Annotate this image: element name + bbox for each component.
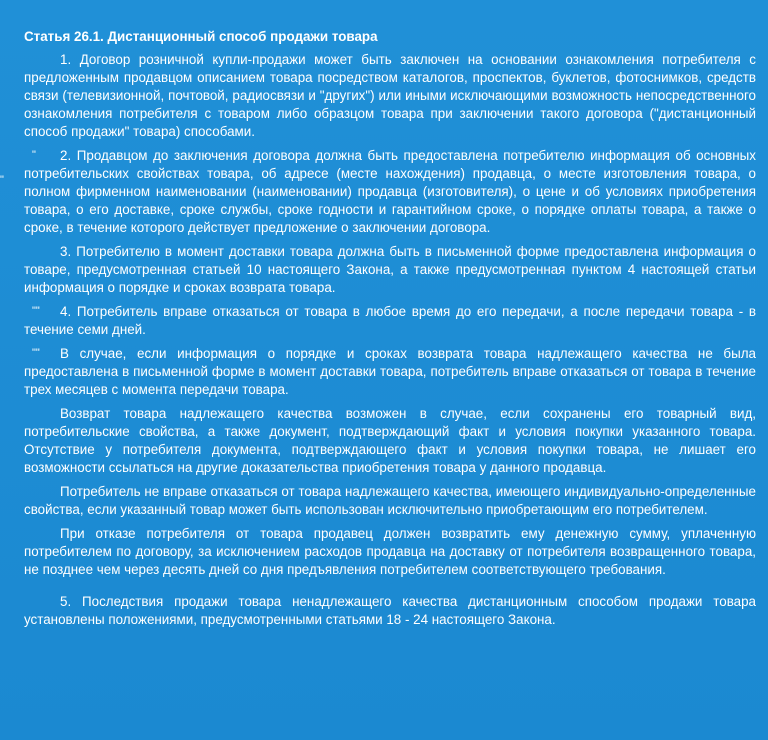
paragraph-text: 2. Продавцом до заключения договора должна быть предоставлена потребителю информация об основных потребительских свойствах товара, об адресе (месте нахождения) продавца, о месте изготовления товара, о полном фирменном наименовании (наименовании) продавца (изготовителя), о цене и об условиях приобретения товара, о его доставке, сроке службы, сроке годности и гарантийном сроке, о порядке оплаты товара, а также о сроке, в течение которого действует предложение о заключении договора.	[24, 148, 756, 235]
paragraph-marker: ""	[32, 347, 40, 359]
paragraph-5	[24, 345, 756, 399]
paragraph-8	[24, 525, 756, 579]
paragraph-text: Потребитель не вправе отказаться от товара надлежащего качества, имеющего индивидуально-определенные свойства, если указанный товар может быть использован исключительно приобретающим его потребителем.	[24, 484, 756, 517]
paragraph-text: 4. Потребитель вправе отказаться от товара в любое время до его передачи, а после передачи товара - в течение семи дней.	[24, 304, 756, 337]
paragraph-text: Возврат товара надлежащего качества возможен в случае, если сохранены его товарный вид, потребительские свойства, а также документ, подтверждающий факт и условия покупки указанного товара. Отсутствие у потребителя документа, подтверждающего факт и условия покупки товара, не лишает его возможности ссылаться на другие доказательства приобретения товара у данного продавца.	[24, 406, 756, 475]
paragraph-text: 5. Последствия продажи товара ненадлежащего качества дистанционным способом продажи товара установлены положениями, предусмотренными статьями 18 - 24 настоящего Закона.	[24, 594, 756, 627]
paragraph-text: 1. Договор розничной купли-продажи может быть заключен на основании ознакомления потребителя с предложенным продавцом описанием товара посредством каталогов, проспектов, буклетов, фотоснимков, средств связи (телевизионной, почтовой, радиосвязи и "других") или иными исключающими возможность непосредственного ознакомления потребителя с товаром либо образцом товара при заключении такого договора ("дистанционный способ продажи" товара) способами.	[24, 52, 756, 139]
paragraph-text: При отказе потребителя от товара продавец должен возвратить ему денежную сумму, уплаченную потребителем по договору, за исключением расходов продавца на доставку от потребителя возвращенного товара, не позднее чем через десять дней со дня предъявления потребителем соответствующего требования.	[24, 526, 756, 577]
paragraph-marker: "	[32, 149, 36, 161]
paragraph-text: 3. Потребителю в момент доставки товара должна быть в письменной форме предоставлена информация о товаре, предусмотренная статьей 10 настоящего Закона, а также предусмотренная пунктом 4 настоящей статьи информация о порядке и сроках возврата товара.	[24, 244, 756, 295]
paragraph-marker: ""	[32, 305, 40, 317]
paragraph-1	[24, 51, 756, 141]
article-title: Статья 26.1. Дистанционный способ продажи товара	[24, 29, 378, 44]
paragraph-9	[24, 593, 756, 629]
paragraph-4	[24, 303, 756, 339]
paragraph-text: В случае, если информация о порядке и сроках возврата товара надлежащего качества не была предоставлена в письменной форме в момент доставки товара, потребитель вправе отказаться от товара в течение трех месяцев с момента передачи товара.	[24, 346, 756, 397]
margin-quote-mark: "	[0, 174, 4, 186]
paragraph-6	[24, 405, 756, 477]
paragraph-3	[24, 243, 756, 297]
paragraph-2	[24, 147, 756, 237]
paragraph-7	[24, 483, 756, 519]
